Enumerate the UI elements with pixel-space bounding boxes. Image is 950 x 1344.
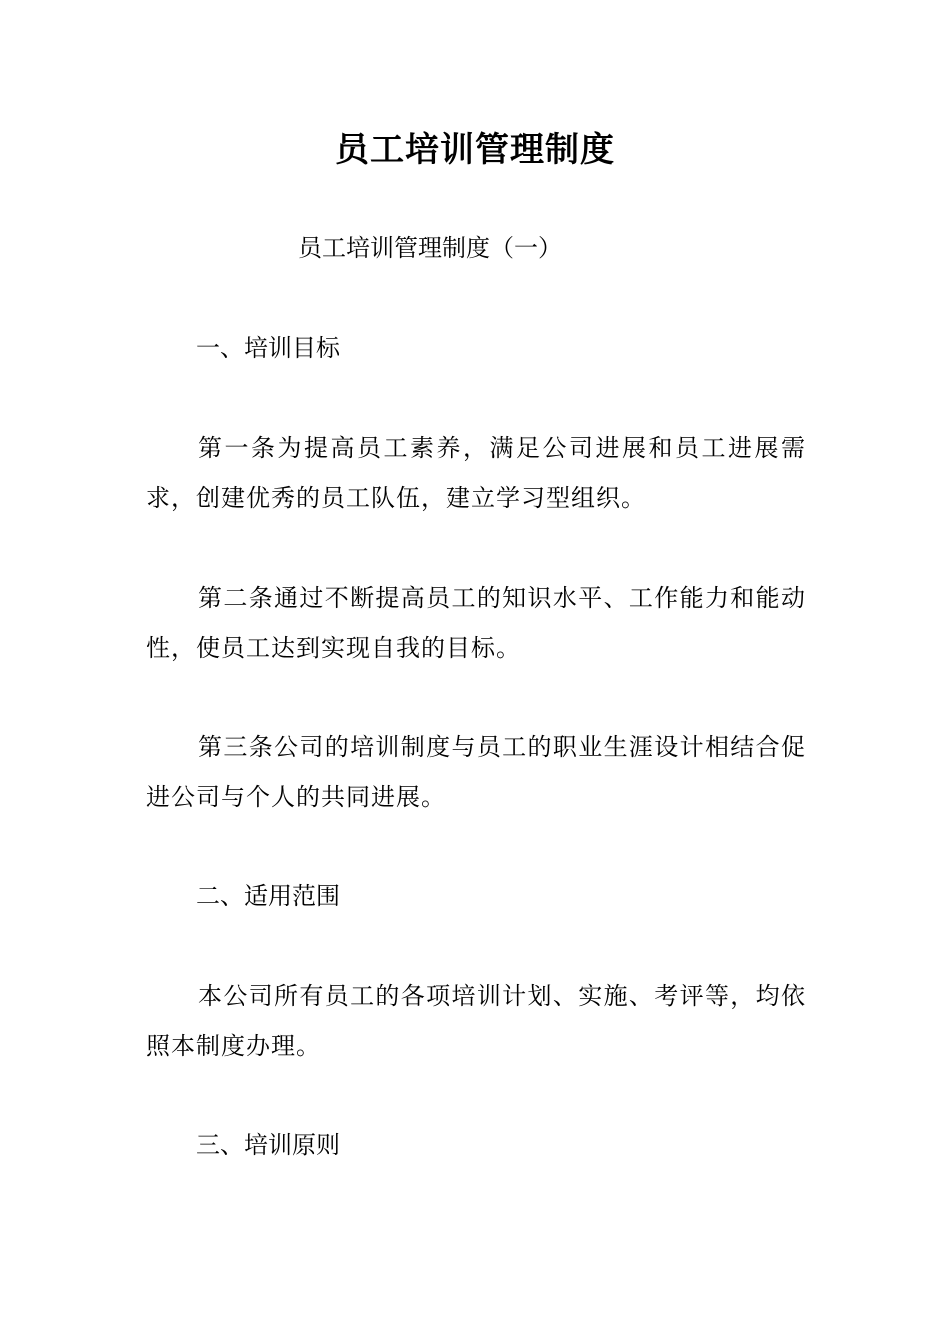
article-3-paragraph: 第三条公司的培训制度与员工的职业生涯设计相结合促进公司与个人的共同进展。 — [146, 733, 806, 811]
document-subtitle: 员工培训管理制度（一） — [298, 234, 562, 262]
scope-paragraph: 本公司所有员工的各项培训计划、实施、考评等，均依照本制度办理。 — [146, 982, 806, 1060]
section-heading-training-goals: 一、培训目标 — [196, 334, 340, 362]
section-heading-training-principles: 三、培训原则 — [196, 1131, 340, 1159]
document-title: 员工培训管理制度 — [335, 130, 615, 170]
article-1-paragraph: 第一条为提高员工素养，满足公司进展和员工进展需求，创建优秀的员工队伍，建立学习型组织。 — [146, 434, 806, 512]
section-heading-scope: 二、适用范围 — [196, 882, 340, 910]
article-2-paragraph: 第二条通过不断提高员工的知识水平、工作能力和能动性，使员工达到实现自我的目标。 — [146, 584, 806, 662]
